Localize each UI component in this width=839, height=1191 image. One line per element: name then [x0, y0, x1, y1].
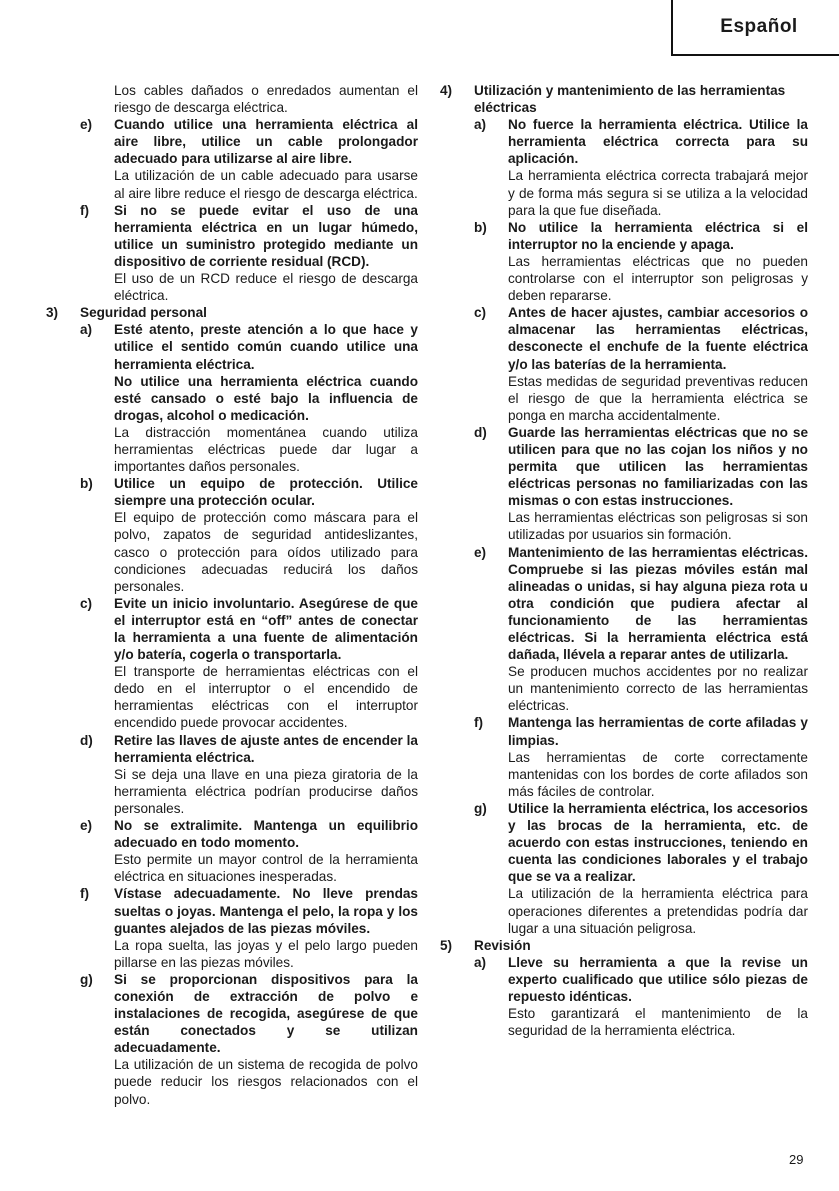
section-title: Revisión [474, 937, 531, 953]
item-letter: a) [80, 322, 93, 338]
section-title: Utilización y mantenimiento de las herramientas eléctricas [474, 83, 786, 116]
item-letter: a) [474, 117, 487, 133]
item-letter: e) [80, 117, 93, 133]
section-tool-use-maintenance [440, 82, 808, 937]
item-heading: Mantenga las herramientas de corte afiladas y limpias. [508, 715, 808, 748]
list-item [80, 971, 418, 1108]
item-text: Se producen muchos accidentes por no realizar un mantenimiento correcto de las herramientas eléctricas. [508, 664, 808, 714]
item-text: Las herramientas de corte correctamente mantenidas con los bordes de corte afilados son más fáciles de controlar. [508, 749, 808, 799]
item-text: La utilización de un cable adecuado para usarse al aire libre reduce el riesgo de descarga eléctrica. [114, 168, 418, 201]
item-heading: Si se proporcionan dispositivos para la conexión de extracción de polvo e instalaciones de recogida, asegúrese de que están conectados y se utilizan adecuadamente. [114, 971, 418, 1056]
item-letter: b) [474, 219, 487, 235]
item-heading: Retire las llaves de ajuste antes de encender la herramienta eléctrica. [114, 732, 418, 765]
item-heading: Vístase adecuadamente. No lleve prendas sueltas o joyas. Mantenga el pelo, la ropa y los guantes alejados de las piezas móviles. [114, 886, 418, 936]
language-tab [671, 0, 839, 56]
list-item [474, 304, 808, 424]
item-heading: Utilice la herramienta eléctrica, los accesorios y las brocas de la herramienta, etc. de acuerdo con estas instrucciones, teniendo en cuenta las condiciones laborales y el trabajo que se va a realizar. [508, 800, 808, 885]
continued-text: Los cables dañados o enredados aumentan el riesgo de descarga eléctrica. [114, 83, 418, 116]
list-item [80, 321, 418, 475]
section-number: 4) [440, 83, 453, 98]
list-item [474, 544, 808, 715]
item-heading: Antes de hacer ajustes, cambiar accesorios o almacenar las herramientas eléctricas, desconecte el enchufe de la fuente eléctrica y/o las baterías de la herramienta. [508, 305, 808, 372]
list-item [474, 424, 808, 544]
right-column [440, 82, 808, 1039]
item-letter: d) [80, 732, 93, 748]
item-text: Las herramientas eléctricas que no pueden controlarse con el interruptor son peligrosas y deben repararse. [508, 253, 808, 304]
item-heading: Evite un inicio involuntario. Asegúrese de que el interruptor está en “off” antes de conectar la herramienta a una fuente de alimentación y/o batería, cogerla o transportarla. [114, 595, 418, 663]
item-heading: Utilice un equipo de protección. Utilice siempre una protección ocular. [114, 476, 418, 509]
item-heading: Si no se puede evitar el uso de una herramienta eléctrica en un lugar húmedo, utilice un suministro protegido mediante un dispositivo de corriente residual (RCD). [114, 202, 418, 269]
item-letter: g) [474, 800, 487, 816]
item-heading-2: No utilice una herramienta eléctrica cuando esté cansado o esté bajo la influencia de drogas, alcohol o medicación. [114, 373, 418, 423]
list-item [80, 732, 418, 817]
list-item [80, 885, 418, 970]
list-item [474, 954, 808, 1039]
list-item [80, 817, 418, 885]
item-letter: d) [474, 424, 487, 440]
language-label: Español [720, 16, 798, 37]
item-letter: c) [474, 305, 487, 321]
section-number: 5) [440, 937, 453, 953]
list-item [474, 800, 808, 937]
list-item [80, 475, 418, 595]
item-text: La utilización de un sistema de recogida de polvo puede reducir los riesgos relacionados con el polvo. [114, 1057, 418, 1107]
section-number: 3) [46, 305, 59, 321]
item-letter: c) [80, 595, 93, 611]
left-column [46, 82, 418, 1108]
item-letter: f) [80, 202, 90, 218]
item-text: La utilización de la herramienta eléctrica para operaciones diferentes a pretendidas podría dar lugar a una situación peligrosa. [508, 886, 808, 936]
section-service [440, 937, 808, 1040]
item-heading: No se extralimite. Mantenga un equilibrio adecuado en todo momento. [114, 818, 418, 851]
section-personal-safety [46, 304, 418, 1107]
list-item [474, 714, 808, 799]
item-text: La distracción momentánea cuando utiliza herramientas eléctricas puede dar lugar a importantes daños personales. [114, 424, 418, 475]
item-heading: No utilice la herramienta eléctrica si el interruptor no la enciende y apaga. [508, 219, 808, 252]
item-text: Esto garantizará el mantenimiento de la seguridad de la herramienta eléctrica. [508, 1006, 808, 1039]
item-text: Esto permite un mayor control de la herramienta eléctrica en situaciones inesperadas. [114, 852, 418, 885]
item-letter: f) [80, 886, 90, 902]
item-letter: e) [474, 544, 487, 560]
item-letter: a) [474, 954, 487, 970]
item-heading: Guarde las herramientas eléctricas que no se utilicen para que no las cojan los niños y no permita que utilicen las herramientas eléctricas personas no familiarizadas con las mismas o con estas instrucciones. [508, 424, 808, 509]
item-heading: Esté atento, preste atención a lo que hace y utilice el sentido común cuando utilice una herramienta eléctrica. [114, 322, 418, 372]
item-text: El transporte de herramientas eléctricas con el dedo en el interruptor o el encendido de herramientas eléctricas con el interruptor encendido puede provocar accidentes. [114, 664, 418, 731]
item-text: El uso de un RCD reduce el riesgo de descarga eléctrica. [114, 271, 418, 304]
item-text: Estas medidas de seguridad preventivas reducen el riesgo de que la herramienta eléctrica se ponga en marcha accidentalmente. [508, 373, 808, 423]
list-item [474, 219, 808, 304]
item-heading: Mantenimiento de las herramientas eléctricas. Compruebe si las piezas móviles están mal alineadas o unidas, si hay alguna pieza rota u otra condición que pudiera afectar al funcionamiento de las herramientas eléctricas. Si la herramienta eléctrica está dañada, llévela a reparar antes de utilizarla. [508, 544, 808, 663]
item-text: Si se deja una llave en una pieza giratoria de la herramienta eléctrica podrían producirse daños personales. [114, 766, 418, 816]
item-heading: Cuando utilice una herramienta eléctrica al aire libre, utilice un cable prolongador adecuado para utilizarse al aire libre. [114, 117, 418, 167]
item-text: El equipo de protección como máscara para el polvo, zapatos de seguridad antideslizantes, casco o protección para oídos utilizado para condiciones adecuadas reducirá los daños personales. [114, 510, 418, 594]
item-text: La ropa suelta, las joyas y el pelo largo pueden pillarse en las piezas móviles. [114, 937, 418, 970]
item-letter: e) [80, 818, 93, 834]
list-item [80, 595, 418, 732]
page-number: 29 [789, 1152, 804, 1167]
item-letter: b) [80, 476, 93, 492]
section-title: Seguridad personal [80, 305, 207, 321]
item-letter: f) [474, 715, 484, 731]
list-item [46, 202, 418, 305]
item-text: Las herramientas eléctricas son peligrosas si son utilizadas por usuarios sin formación. [508, 510, 808, 543]
list-item [46, 116, 418, 201]
item-text: La herramienta eléctrica correcta trabajará mejor y de forma más segura si se utiliza a la velocidad para la que fue diseñada. [508, 168, 808, 218]
item-heading: No fuerce la herramienta eléctrica. Utilice la herramienta eléctrica correcta para su aplicación. [508, 117, 808, 167]
list-item [474, 116, 808, 219]
item-heading: Lleve su herramienta a que la revise un experto cualificado que utilice sólo piezas de repuesto idénticas. [508, 954, 808, 1004]
item-letter: g) [80, 971, 93, 987]
